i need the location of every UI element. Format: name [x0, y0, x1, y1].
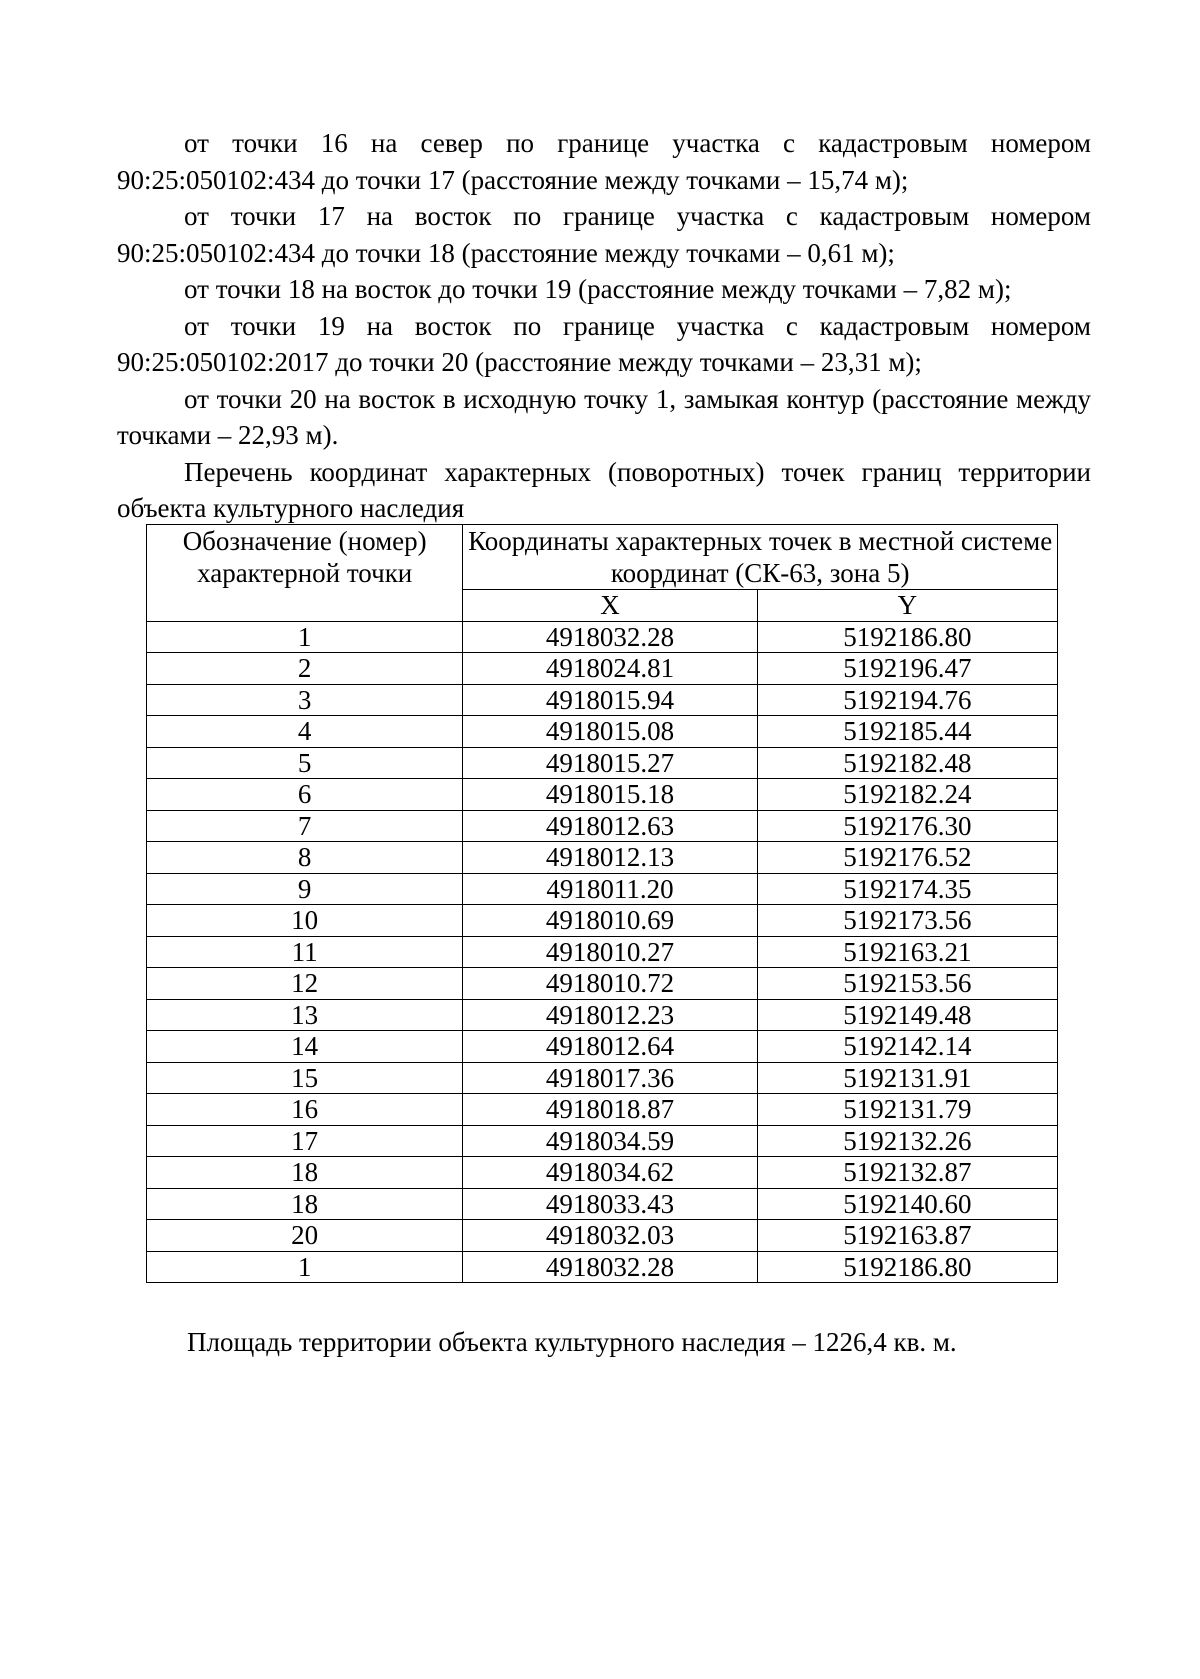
boundary-paragraph-20-1: от точки 20 на восток в исходную точку 1, замыкая контур (расстояние между точками – 22,93 м). — [117, 383, 1091, 450]
territory-area: Площадь территории объекта культурного наследия – 1226,4 кв. м. — [187, 1327, 957, 1357]
x-coordinate-cell: 4918012.64 — [463, 1031, 757, 1063]
point-number-cell: 1 — [147, 1251, 463, 1283]
y-coordinate-cell: 5192194.76 — [757, 684, 1057, 716]
y-coordinate-cell: 5192185.44 — [757, 716, 1057, 748]
x-coordinate-cell: 4918010.72 — [463, 968, 757, 1000]
table-row — [147, 621, 1058, 653]
header-y: Y — [757, 590, 1057, 622]
boundary-paragraph-17-18: от точки 17 на восток по границе участка с кадастровым номером 90:25:050102:434 до точки 18 (расстояние между точками – 0,61 м); — [117, 201, 1091, 268]
table-row — [147, 1251, 1058, 1283]
header-point-number: Обозначение (номер) характерной точки — [147, 525, 463, 622]
y-coordinate-cell: 5192131.91 — [757, 1062, 1057, 1094]
boundary-paragraph-18-19: от точки 18 на восток до точки 19 (расстояние между точками – 7,82 м); — [184, 274, 1012, 304]
y-coordinate-cell: 5192149.48 — [757, 999, 1057, 1031]
table-row — [147, 842, 1058, 874]
point-number-cell: 5 — [147, 747, 463, 779]
x-coordinate-cell: 4918015.27 — [463, 747, 757, 779]
point-number-cell: 9 — [147, 873, 463, 905]
x-coordinate-cell: 4918015.94 — [463, 684, 757, 716]
header-x: X — [463, 590, 757, 622]
point-number-cell: 8 — [147, 842, 463, 874]
x-coordinate-cell: 4918015.18 — [463, 779, 757, 811]
point-number-cell: 7 — [147, 810, 463, 842]
y-coordinate-cell: 5192132.87 — [757, 1157, 1057, 1189]
x-coordinate-cell: 4918024.81 — [463, 653, 757, 685]
point-number-cell: 15 — [147, 1062, 463, 1094]
coordinates-table-container — [146, 524, 1058, 1283]
table-row — [147, 1125, 1058, 1157]
point-number-cell: 18 — [147, 1188, 463, 1220]
point-number-cell: 17 — [147, 1125, 463, 1157]
table-row — [147, 1062, 1058, 1094]
y-coordinate-cell: 5192163.21 — [757, 936, 1057, 968]
point-number-cell: 2 — [147, 653, 463, 685]
point-number-cell: 12 — [147, 968, 463, 1000]
coordinates-list-caption: Перечень координат характерных (поворотных) точек границ территории объекта культурного наследия — [117, 456, 1091, 523]
x-coordinate-cell: 4918033.43 — [463, 1188, 757, 1220]
y-coordinate-cell: 5192173.56 — [757, 905, 1057, 937]
y-coordinate-cell: 5192131.79 — [757, 1094, 1057, 1126]
x-coordinate-cell: 4918015.08 — [463, 716, 757, 748]
point-number-cell: 1 — [147, 621, 463, 653]
x-coordinate-cell: 4918032.03 — [463, 1220, 757, 1252]
x-coordinate-cell: 4918032.28 — [463, 1251, 757, 1283]
x-coordinate-cell: 4918012.63 — [463, 810, 757, 842]
x-coordinate-cell: 4918034.59 — [463, 1125, 757, 1157]
table-row — [147, 1031, 1058, 1063]
y-coordinate-cell: 5192176.30 — [757, 810, 1057, 842]
y-coordinate-cell: 5192176.52 — [757, 842, 1057, 874]
coordinates-table — [146, 524, 1058, 1283]
x-coordinate-cell: 4918011.20 — [463, 873, 757, 905]
table-row — [147, 1157, 1058, 1189]
table-row — [147, 999, 1058, 1031]
x-coordinate-cell: 4918012.23 — [463, 999, 757, 1031]
point-number-cell: 10 — [147, 905, 463, 937]
y-coordinate-cell: 5192182.24 — [757, 779, 1057, 811]
point-number-cell: 20 — [147, 1220, 463, 1252]
x-coordinate-cell: 4918012.13 — [463, 842, 757, 874]
table-row — [147, 1094, 1058, 1126]
boundary-paragraph-19-20: от точки 19 на восток по границе участка с кадастровым номером 90:25:050102:2017 до точки 20 (расстояние между точками – 23,31 м); — [117, 310, 1091, 377]
table-header-row — [147, 525, 1058, 590]
table-row — [147, 936, 1058, 968]
y-coordinate-cell: 5192186.80 — [757, 1251, 1057, 1283]
table-row — [147, 716, 1058, 748]
table-row — [147, 968, 1058, 1000]
point-number-cell: 16 — [147, 1094, 463, 1126]
y-coordinate-cell: 5192196.47 — [757, 653, 1057, 685]
table-row — [147, 779, 1058, 811]
boundary-paragraph-16-17: от точки 16 на север по границе участка с кадастровым номером 90:25:050102:434 до точки 17 (расстояние между точками – 15,74 м); — [117, 128, 1091, 195]
table-row — [147, 905, 1058, 937]
y-coordinate-cell: 5192132.26 — [757, 1125, 1057, 1157]
table-row — [147, 1220, 1058, 1252]
y-coordinate-cell: 5192153.56 — [757, 968, 1057, 1000]
x-coordinate-cell: 4918034.62 — [463, 1157, 757, 1189]
point-number-cell: 11 — [147, 936, 463, 968]
point-number-cell: 14 — [147, 1031, 463, 1063]
x-coordinate-cell: 4918032.28 — [463, 621, 757, 653]
y-coordinate-cell: 5192140.60 — [757, 1188, 1057, 1220]
y-coordinate-cell: 5192174.35 — [757, 873, 1057, 905]
table-row — [147, 747, 1058, 779]
table-row — [147, 1188, 1058, 1220]
table-row — [147, 653, 1058, 685]
point-number-cell: 4 — [147, 716, 463, 748]
y-coordinate-cell: 5192142.14 — [757, 1031, 1057, 1063]
point-number-cell: 6 — [147, 779, 463, 811]
y-coordinate-cell: 5192182.48 — [757, 747, 1057, 779]
y-coordinate-cell: 5192186.80 — [757, 621, 1057, 653]
document-text — [117, 125, 1091, 527]
table-row — [147, 810, 1058, 842]
y-coordinate-cell: 5192163.87 — [757, 1220, 1057, 1252]
point-number-cell: 18 — [147, 1157, 463, 1189]
x-coordinate-cell: 4918018.87 — [463, 1094, 757, 1126]
coordinates-table-body — [147, 621, 1058, 1283]
table-row — [147, 684, 1058, 716]
x-coordinate-cell: 4918010.69 — [463, 905, 757, 937]
point-number-cell: 3 — [147, 684, 463, 716]
table-row — [147, 873, 1058, 905]
x-coordinate-cell: 4918010.27 — [463, 936, 757, 968]
header-coordinates: Координаты характерных точек в местной системе координат (СК-63, зона 5) — [463, 525, 1058, 590]
point-number-cell: 13 — [147, 999, 463, 1031]
x-coordinate-cell: 4918017.36 — [463, 1062, 757, 1094]
